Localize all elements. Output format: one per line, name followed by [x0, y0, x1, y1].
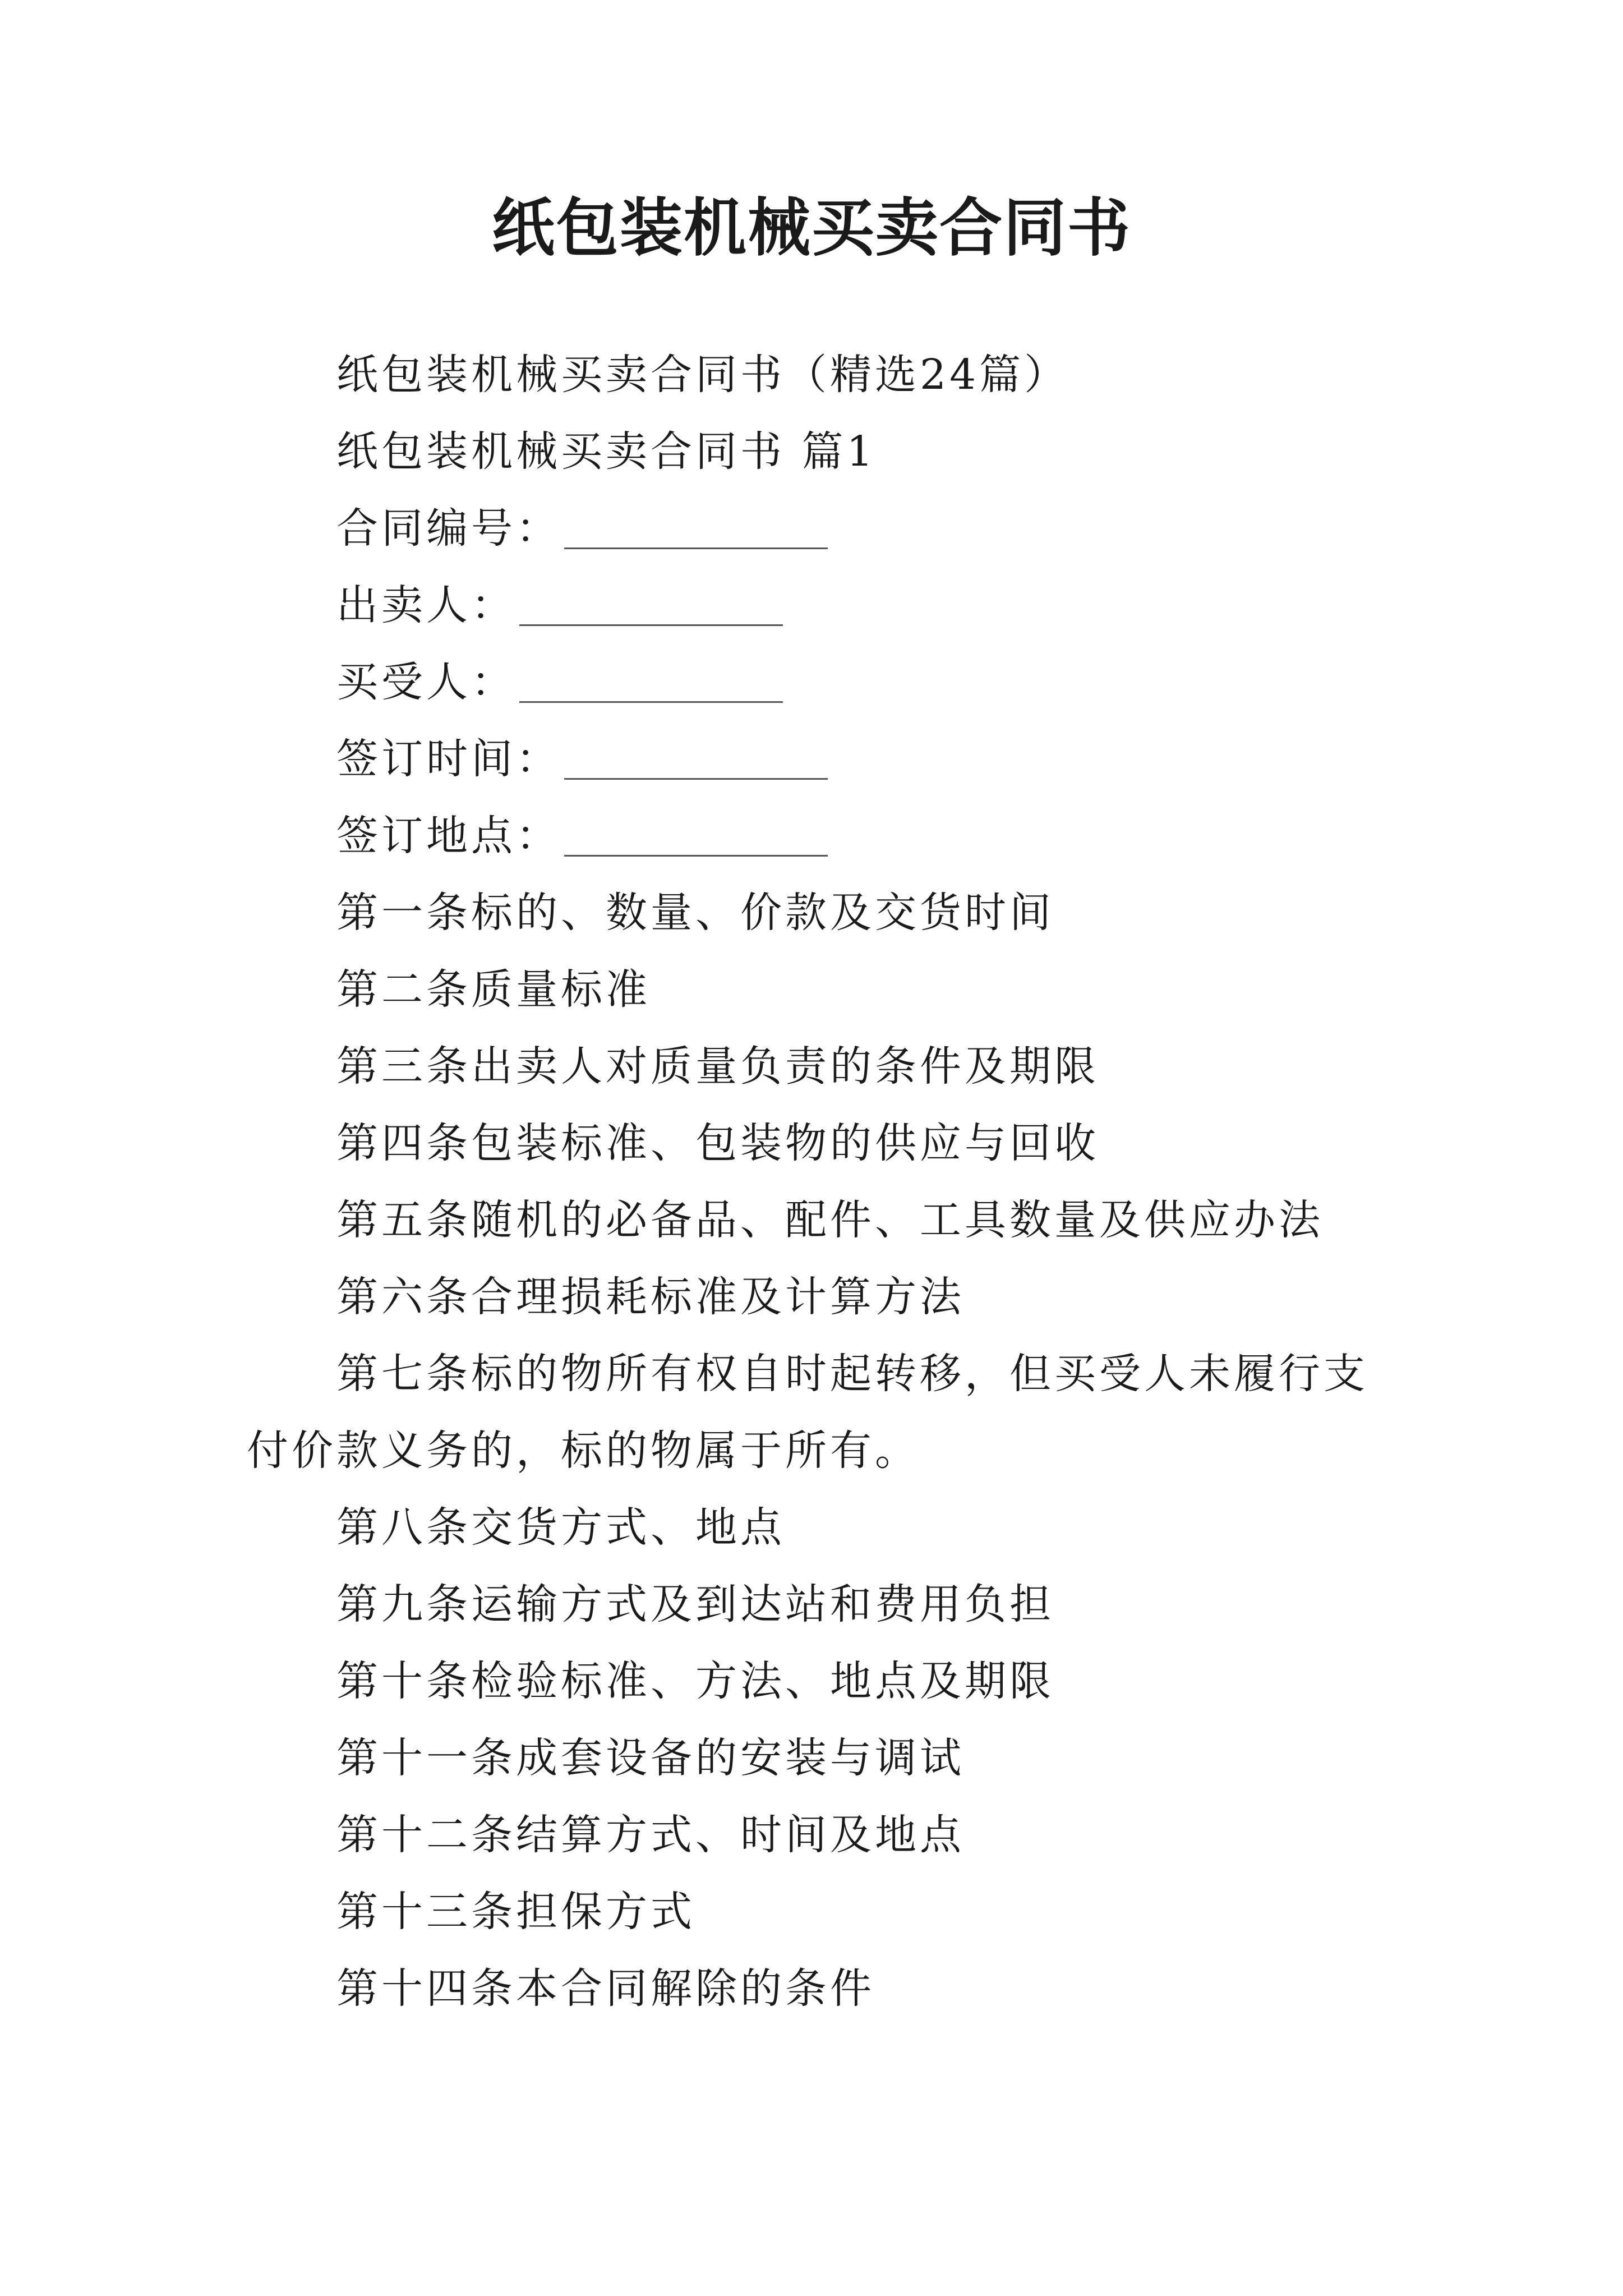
field-signing-date [247, 721, 1391, 798]
fill-in-blank [519, 623, 783, 626]
section-heading: 纸包装机械买卖合同书 篇1 [336, 427, 877, 476]
field-label: 签订地点： [336, 812, 561, 860]
clause-10: 第十条检验标准、方法、地点及期限 [336, 1657, 1054, 1705]
clause-4: 第四条包装标准、包装物的供应与回收 [336, 1119, 1099, 1167]
field-signing-place [247, 798, 1391, 875]
clause-14: 第十四条本合同解除的条件 [336, 1964, 875, 2013]
document-body [247, 337, 1391, 2027]
field-label: 买受人： [336, 658, 516, 706]
clause-12: 第十二条结算方式、时间及地点 [336, 1811, 965, 1859]
clause-3: 第三条出卖人对质量负责的条件及期限 [336, 1042, 1099, 1091]
clause-8: 第八条交货方式、地点 [336, 1503, 785, 1552]
fill-in-blank [564, 546, 828, 549]
field-buyer [247, 644, 1391, 721]
clause-2: 第二条质量标准 [336, 965, 651, 1014]
field-contract-number [247, 490, 1391, 567]
clause-13: 第十三条担保方式 [336, 1888, 695, 1936]
fill-in-blank [564, 777, 828, 780]
fill-in-blank [519, 700, 783, 703]
clause-6: 第六条合理损耗标准及计算方法 [336, 1273, 965, 1321]
field-seller [247, 567, 1391, 644]
fill-in-blank [564, 854, 828, 857]
clause-5: 第五条随机的必备品、配件、工具数量及供应办法 [336, 1196, 1324, 1244]
clause-11: 第十一条成套设备的安装与调试 [336, 1734, 965, 1782]
field-label: 合同编号： [336, 504, 561, 553]
clause-7: 第七条标的物所有权自时起转移，但买受人未履行支付价款义务的，标的物属于所有。 [247, 1350, 1368, 1475]
field-label: 签订时间： [336, 735, 561, 783]
clause-1: 第一条标的、数量、价款及交货时间 [336, 889, 1054, 937]
document-title: 纸包装机械买卖合同书 [492, 191, 1131, 265]
clause-9: 第九条运输方式及到达站和费用负担 [336, 1580, 1054, 1628]
field-label: 出卖人： [336, 581, 516, 629]
document-subtitle: 纸包装机械买卖合同书（精选24篇） [336, 351, 1069, 399]
